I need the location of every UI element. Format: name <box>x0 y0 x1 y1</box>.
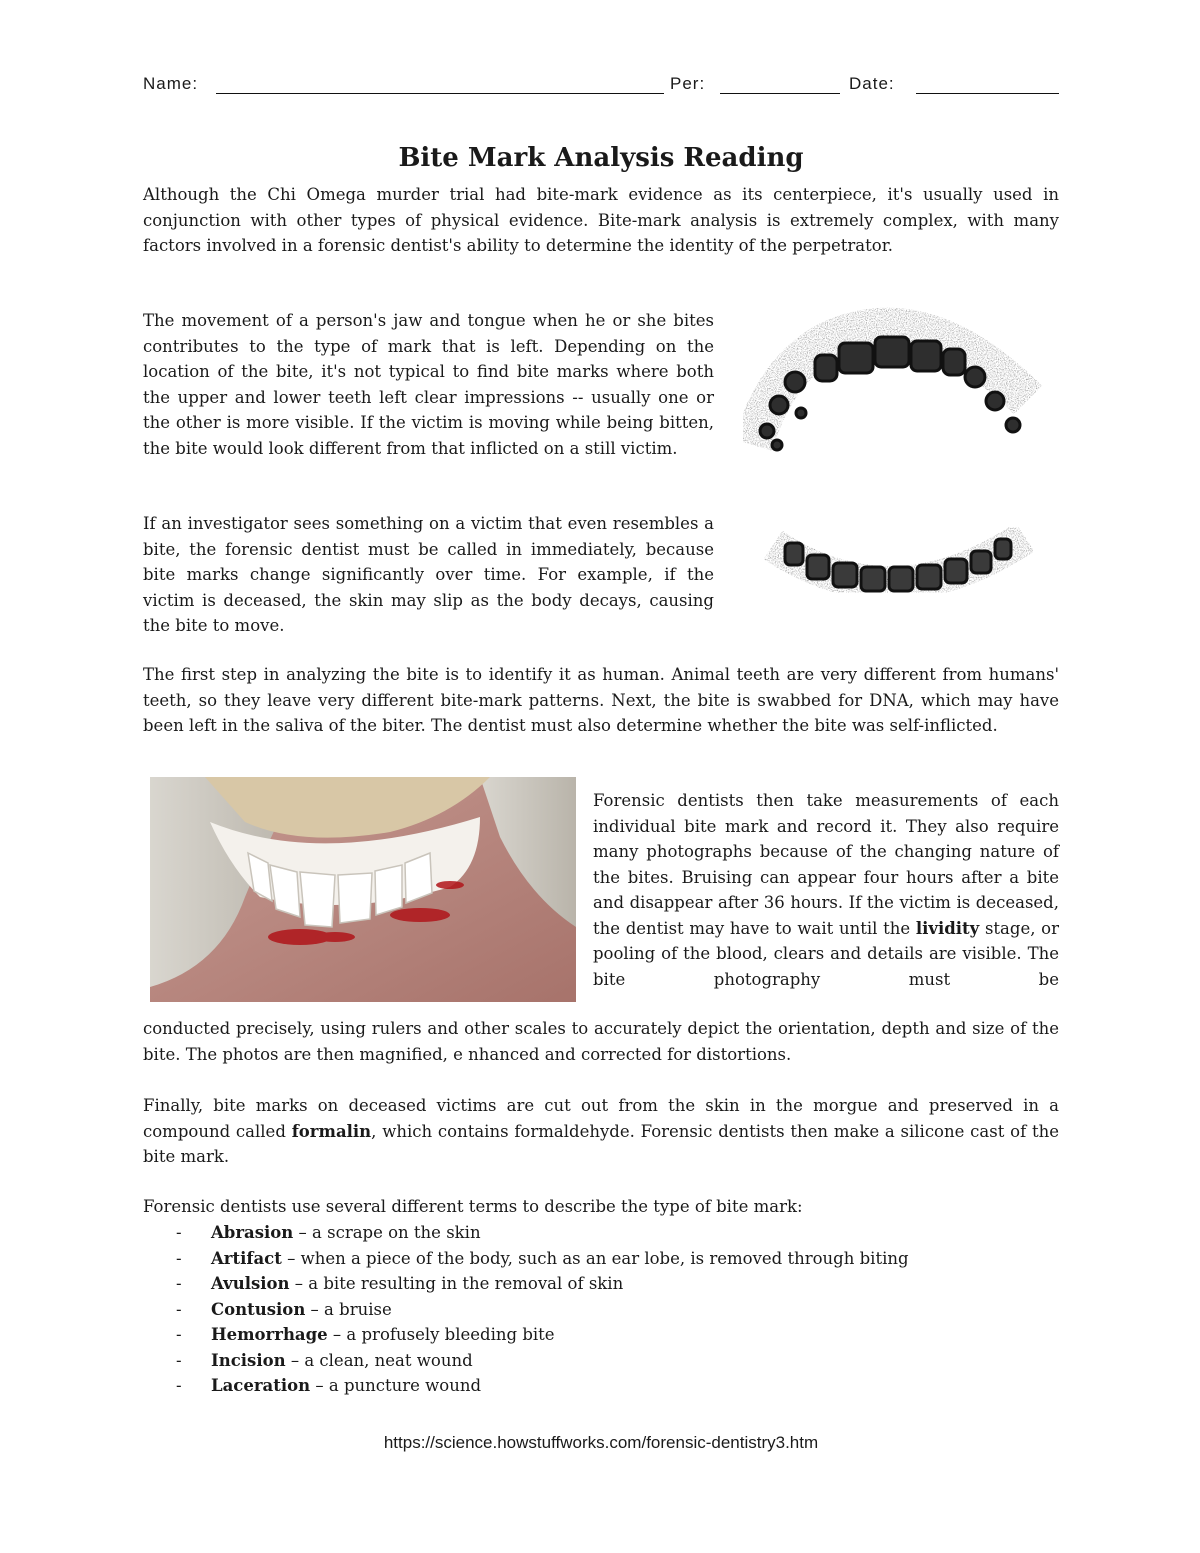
name-label: Name: <box>143 74 199 93</box>
lower-bite-mark-illustration <box>763 515 1033 640</box>
measurements-text: Forensic dentists then take measurements of each individual bite mark and record it. They also require many photographs because of the changing nature of the bites. Bruising can appear four hours after a bite and disappear after 36 hours. If the victim is deceased, the dentist may have to wait until the <box>593 791 1059 938</box>
source-url: https://science.howstuffworks.com/forensic-dentistry3.htm <box>383 1433 819 1452</box>
list-item <box>143 1373 909 1399</box>
list-marker: - <box>176 1350 182 1370</box>
list-marker: - <box>176 1325 182 1344</box>
upper-bite-mark-illustration <box>743 305 1043 475</box>
paragraph-measurements <box>593 788 1059 992</box>
list-item <box>143 1246 909 1272</box>
student-info-header <box>143 74 1059 100</box>
paragraph-first-step: The first step in analyzing the bite is to identify it as human. Animal teeth are very different from humans' teeth, so they leave very different bite-mark patterns. Next, the bite is swabbed for DNA, which may have been left in the saliva of the biter. The dentist must also determine whether the bite was self-inflicted. <box>143 665 1059 735</box>
paragraph-photography: conducted precisely, using rulers and other scales to accurately depict the orientation, depth and size of the bite. The photos are then magnified, e nhanced and corrected for distortions. <box>143 1019 1059 1064</box>
name-blank-line <box>216 93 664 94</box>
list-item <box>143 1348 909 1374</box>
paragraph-intro: Although the Chi Omega murder trial had bite-mark evidence as its centerpiece, it's usually used in conjunction with other types of physical evidence. Bite-mark analysis is extremely complex, with many factors involved in a forensic dentist's ability to determine the identity of the perpetrator. <box>143 185 1059 255</box>
per-blank-line <box>720 93 840 94</box>
paragraph-investigator: If an investigator sees something on a victim that even resembles a bite, the forensic dentist must be called in immediately, because bite marks change significantly over time. For example, if the victim is deceased, the skin may slip as the body decays, causing the bite to move. <box>143 514 714 635</box>
paragraph-jaw-movement: The movement of a person's jaw and tongue when he or she bites contributes to the type of mark that is left. Depending on the location of the bite, it's not typical to find bite marks where both the upper and lower teeth left clear impressions -- usually one or the other is more visible. If the victim is moving while being bitten, the bite would look different from that inflicted on a still victim. <box>143 311 714 458</box>
list-marker: - <box>176 1274 182 1293</box>
list-item <box>143 1322 909 1348</box>
formalin-text: Finally, bite marks on deceased victims are cut out from the skin in the morgue and preserved in a compound called <box>143 1096 1059 1141</box>
term-definition: – a scrape on the skin <box>293 1223 481 1242</box>
term-definition: – a bruise <box>305 1299 392 1319</box>
page-title: Bite Mark Analysis Reading <box>398 143 804 173</box>
term-definition: – when a piece of the body, such as an ear lobe, is removed through biting <box>281 1248 909 1268</box>
bite-mark-terms-list <box>143 1220 909 1399</box>
term-definition: – a bite resulting in the removal of skin <box>289 1274 624 1293</box>
date-label: Date: <box>849 74 895 93</box>
term-name: Incision <box>211 1350 286 1370</box>
formalin-term: formalin <box>291 1121 372 1141</box>
list-marker: - <box>176 1299 182 1319</box>
date-blank-line <box>916 93 1059 94</box>
list-item <box>143 1297 909 1323</box>
term-name: Abrasion <box>211 1223 294 1242</box>
term-definition: – a clean, neat wound <box>285 1350 473 1370</box>
term-name: Artifact <box>211 1248 282 1268</box>
list-item <box>143 1271 909 1297</box>
paragraph-formalin <box>143 1093 1059 1170</box>
term-name: Contusion <box>211 1299 306 1319</box>
list-item <box>143 1220 909 1246</box>
formalin-text-cont: , which contains formaldehyde. Forensic dentists then make a silicone cast of the bite mark. <box>143 1121 1059 1166</box>
term-name: Hemorrhage <box>211 1325 328 1344</box>
term-name: Laceration <box>211 1376 311 1395</box>
measurements-text-cont: stage, or pooling of the blood, clears and details are visible. The bite photography must be <box>593 918 1059 989</box>
list-marker: - <box>176 1376 182 1395</box>
term-definition: – a profusely bleeding bite <box>327 1325 555 1344</box>
list-marker: - <box>176 1248 182 1268</box>
term-name: Avulsion <box>211 1274 290 1293</box>
term-definition: – a puncture wound <box>310 1376 482 1395</box>
list-marker: - <box>176 1223 182 1242</box>
per-label: Per: <box>670 74 706 93</box>
dental-cast-bite-photo <box>150 777 576 1002</box>
lividity-term: lividity <box>915 918 980 938</box>
paragraph-terms-intro: Forensic dentists use several different terms to describe the type of bite mark: <box>143 1197 803 1216</box>
